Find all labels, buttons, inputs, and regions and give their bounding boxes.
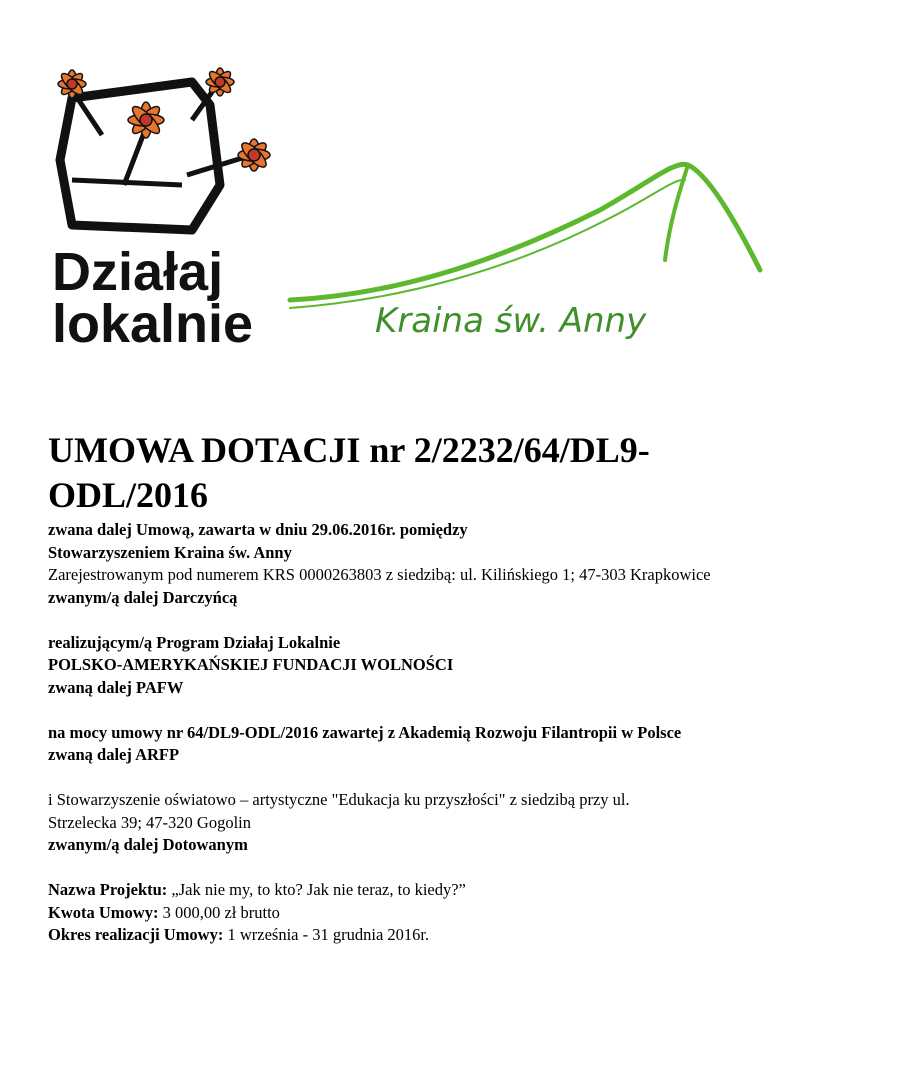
program-line-1: realizującym/ą Program Działaj Lokalnie [48,632,341,652]
recipient-line-2: Strzelecka 39; 47-320 Gogolin [48,812,251,832]
donor-role: zwanym/ą dalej Darczyńcą [48,587,238,607]
program-line-2: POLSKO-AMERYKAŃSKIEJ FUNDACJI WOLNOŚCI [48,655,454,674]
donor-registration: Zarejestrowanym pod numerem KRS 0000263803 z siedzibą: ul. Kilińskiego 1; 47-303 Krapkowice [48,565,711,584]
kraina-sw-anny-logo [270,150,770,350]
period-label: Okres realizacji Umowy: [48,925,224,944]
period-value: 1 września - 31 grudnia 2016r. [223,925,430,944]
amount-value: 3 000,00 zł brutto [158,902,280,922]
program-line-3: zwaną dalej PAFW [48,677,184,697]
logo-text-lokalnie: lokalnie [52,294,254,354]
amount-row [48,902,868,925]
agreement-line-2: zwaną dalej ARFP [48,745,180,764]
amount-label: Kwota Umowy: [48,902,159,922]
project-name-row [48,879,868,902]
logo-text-kraina: Kraina św. Anny [375,301,647,341]
dzialaj-lokalnie-logo [42,60,292,355]
recipient-line-1: i Stowarzyszenie oświatowo – artystyczne "Edukacja ku przyszłości" z siedzibą przy ul. [48,790,630,809]
project-name-value: „Jak nie my, to kto? Jak nie teraz, to kiedy?” [167,880,466,899]
intro-line: zwana dalej Umową, zawarta w dniu 29.06.2016r. pomiędzy [48,520,468,539]
logo-text-dzialaj: Działaj [52,242,224,302]
title-line-2: ODL/2016 [48,475,209,515]
document-body [48,519,868,947]
project-name-label: Nazwa Projektu: [48,880,168,899]
document-title [48,428,808,518]
agreement-line-1: na mocy umowy nr 64/DL9-ODL/2016 zawartej z Akademią Rozwoju Filantropii w Polsce [48,722,682,742]
title-line-1: UMOWA DOTACJI nr 2/2232/64/DL9- [48,430,650,470]
period-row [48,924,868,947]
donor-name: Stowarzyszeniem Kraina św. Anny [48,542,292,562]
recipient-role: zwanym/ą dalej Dotowanym [48,835,248,854]
